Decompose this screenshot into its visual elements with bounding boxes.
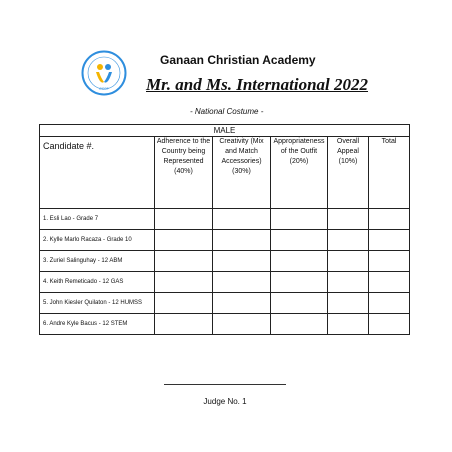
candidate-name: 3. Zuriel Salinguhay - 12 ABM bbox=[40, 251, 155, 272]
score-cell[interactable] bbox=[213, 251, 271, 272]
candidate-name: 5. John Kiesler Quilaton - 12 HUMSS bbox=[40, 293, 155, 314]
score-cell[interactable] bbox=[213, 272, 271, 293]
table-row bbox=[40, 251, 410, 272]
score-cell[interactable] bbox=[155, 251, 213, 272]
score-cell[interactable] bbox=[271, 293, 328, 314]
column-header-candidate: Candidate #. bbox=[40, 137, 155, 209]
event-title: Mr. and Ms. International 2022 bbox=[146, 75, 369, 94]
score-cell[interactable] bbox=[213, 293, 271, 314]
judge-label: Judge No. 1 bbox=[203, 397, 247, 406]
score-cell[interactable] bbox=[271, 314, 328, 335]
school-name: Ganaan Christian Academy bbox=[160, 53, 316, 67]
score-cell[interactable] bbox=[213, 314, 271, 335]
table-row bbox=[40, 209, 410, 230]
column-header-adherence: Adherence to the Country being Represented (40%) bbox=[155, 137, 213, 209]
score-cell[interactable] bbox=[271, 251, 328, 272]
column-header-total: Total bbox=[369, 137, 410, 209]
score-cell[interactable] bbox=[271, 272, 328, 293]
signature-line bbox=[164, 384, 286, 385]
score-cell[interactable] bbox=[155, 293, 213, 314]
total-cell[interactable] bbox=[369, 293, 410, 314]
candidate-name: 4. Keith Remeticado - 12 GAS bbox=[40, 272, 155, 293]
score-cell[interactable] bbox=[213, 209, 271, 230]
table-row bbox=[40, 293, 410, 314]
total-cell[interactable] bbox=[369, 230, 410, 251]
total-cell[interactable] bbox=[369, 314, 410, 335]
candidate-name: 6. Andre Kyle Bacus - 12 STEM bbox=[40, 314, 155, 335]
table-row bbox=[40, 314, 410, 335]
score-cell[interactable] bbox=[155, 272, 213, 293]
category-label: - National Costume - bbox=[190, 107, 264, 116]
score-cell[interactable] bbox=[213, 230, 271, 251]
section-header: MALE bbox=[40, 125, 410, 137]
candidate-name: 1. Esli Lao - Grade 7 bbox=[40, 209, 155, 230]
score-sheet-table bbox=[39, 124, 410, 335]
score-cell[interactable] bbox=[271, 209, 328, 230]
score-cell[interactable] bbox=[328, 314, 369, 335]
total-cell[interactable] bbox=[369, 209, 410, 230]
score-cell[interactable] bbox=[155, 230, 213, 251]
table-row bbox=[40, 230, 410, 251]
table-row bbox=[40, 272, 410, 293]
score-cell[interactable] bbox=[328, 293, 369, 314]
column-header-appropriateness: Appropriateness of the Outfit (20%) bbox=[271, 137, 328, 209]
score-cell[interactable] bbox=[328, 272, 369, 293]
score-cell[interactable] bbox=[328, 230, 369, 251]
total-cell[interactable] bbox=[369, 251, 410, 272]
score-cell[interactable] bbox=[328, 251, 369, 272]
total-cell[interactable] bbox=[369, 272, 410, 293]
score-cell[interactable] bbox=[155, 209, 213, 230]
candidate-name: 2. Kylle Marlo Racaza - Grade 10 bbox=[40, 230, 155, 251]
score-cell[interactable] bbox=[155, 314, 213, 335]
school-logo bbox=[81, 50, 127, 96]
score-cell[interactable] bbox=[271, 230, 328, 251]
score-cell[interactable] bbox=[328, 209, 369, 230]
column-header-creativity: Creativity (Mix and Match Accessories) (30%) bbox=[213, 137, 271, 209]
column-header-overall-appeal: Overall Appeal (10%) bbox=[328, 137, 369, 209]
logo-abbr: CCCF bbox=[99, 87, 109, 91]
